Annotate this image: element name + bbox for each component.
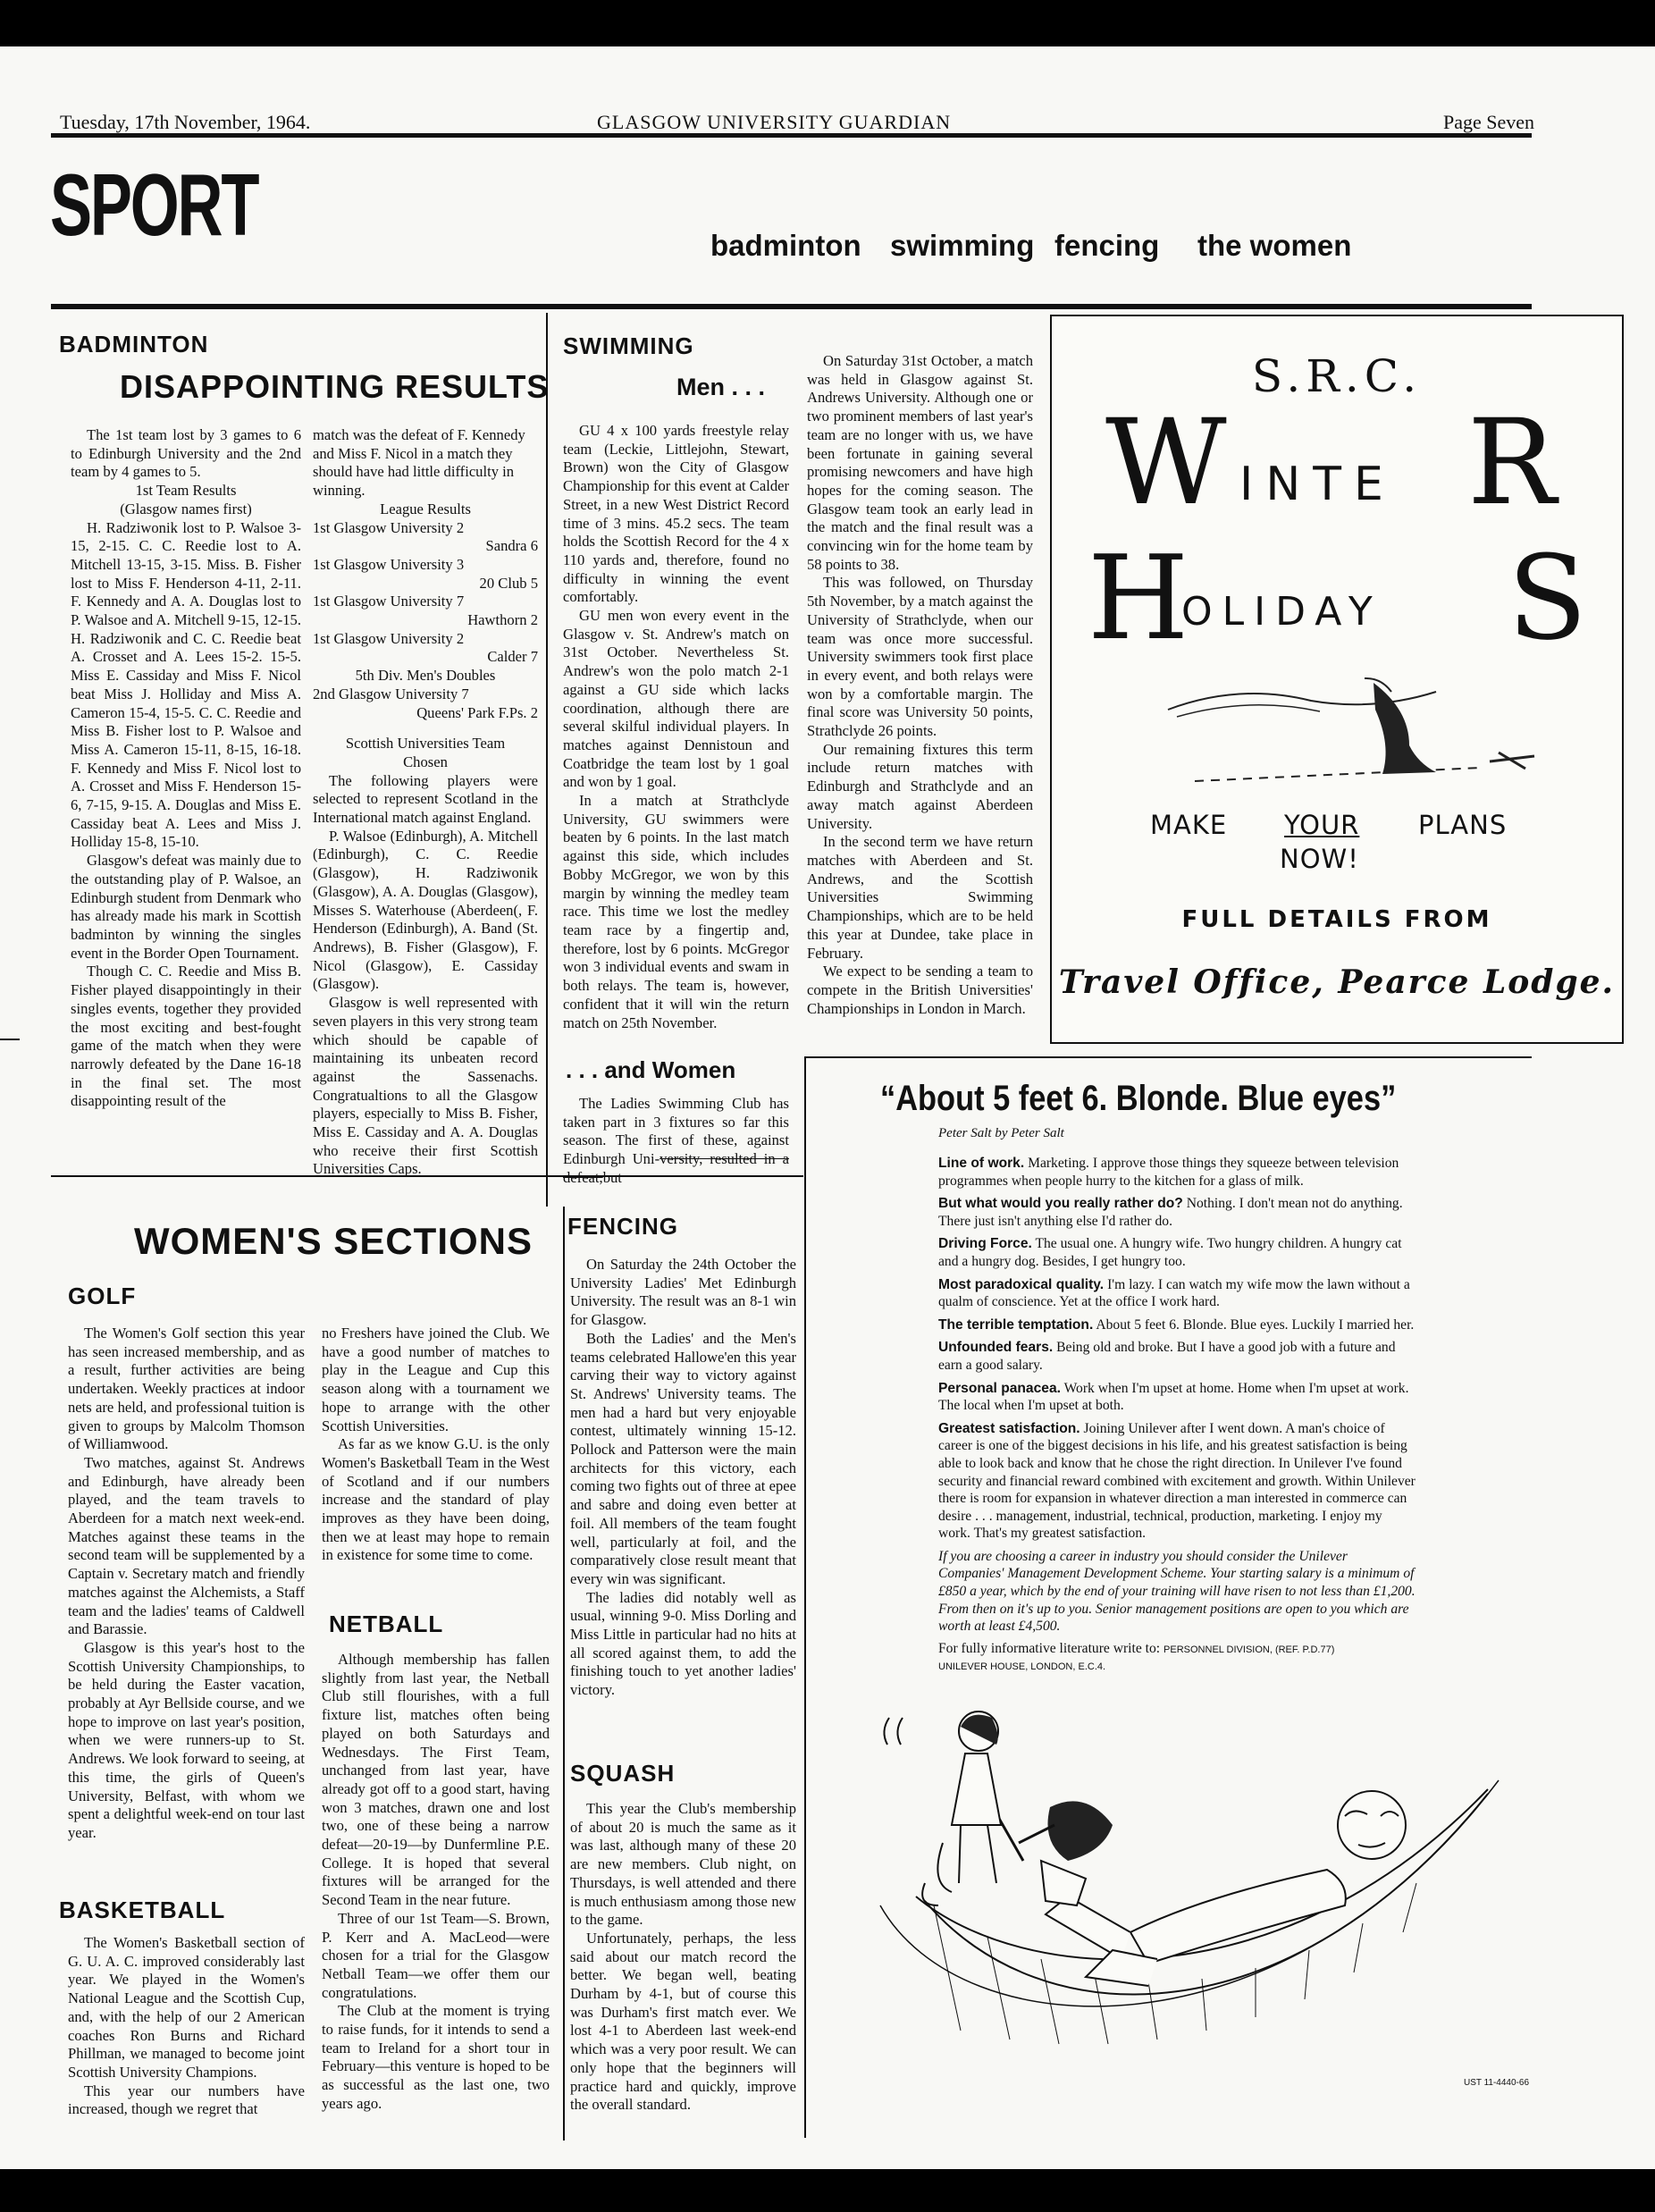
article-paragraph: On Saturday the 24th October the University Ladies' Met Edinburgh University. The result was an 8-1 win for Glasgow. xyxy=(570,1256,796,1329)
article-paragraph: Two matches, against St. Andrews and Edinburgh, have already been played, and the team travels to Aberdeen for a match next week-end. Matches against these teams in the second team will be supplemented by a Captain v. Secretary match and friendly matches against the Alchemists, a Staff team and the ladies' teams of Caldwell and Barassie. xyxy=(68,1453,305,1638)
qa-value: The usual one. A hungry wife. Two hungry children. A hungry cat and a hungry dog. Besides, I get hungry too. xyxy=(938,1236,1402,1269)
results-note: (Glasgow names first) xyxy=(120,500,252,517)
page-number: Page Seven xyxy=(1443,111,1535,133)
contact-address: PERSONNEL DIVISION, (REF. P.D.77) xyxy=(1164,1644,1335,1655)
league-home: 1st Glasgow University 7 xyxy=(313,593,465,610)
winter-middle: INTE xyxy=(1239,458,1396,511)
qa-key: Unfounded fears. xyxy=(938,1340,1054,1356)
article-paragraph: match was the defeat of F. Kennedy and Miss F. Nicol in a match they should have had little difficulty in winning. xyxy=(313,426,525,500)
travel-office-text: Travel Office, Pearce Lodge. xyxy=(1058,963,1616,1001)
article-paragraph: The Women's Basketball section of G. U. A. C. improved considerably last year. We played in the Women's National League and the Scottish Cup, and, with the help of our 2 American coaches Ron Burns and Richard Phillman, we managed to become joint Scottish University Champions. xyxy=(68,1934,305,2081)
squash-column xyxy=(570,1800,796,2115)
article-paragraph: Though C. C. Reedie and Miss B. Fisher played disappointingly in their singles events, together they provided the most exciting and best-fought game of the match when they were narrowly defeated by the Dane 16-18 in the final set. The most disappointing result of the xyxy=(71,963,301,1110)
holidays-middle: OLIDAY xyxy=(1181,589,1382,635)
fencing-column xyxy=(570,1256,796,1700)
article-paragraph: The Women's Golf section this year has seen increased membership, and as a result, further activities are being undertaken. Weekly practices at indoor nets are held, and professional tuition is given to groups by Malcolm Thomson of Williamwood. xyxy=(68,1325,305,1453)
src-winter-holidays-ad xyxy=(1050,315,1624,1044)
details-text: FULL DETAILS FROM xyxy=(1181,906,1492,933)
ski-slope-drawing xyxy=(1141,656,1552,799)
your-text: YOUR xyxy=(1284,810,1360,840)
newspaper-page xyxy=(0,46,1655,2169)
unilever-body xyxy=(938,1155,1416,1675)
doubles-home: 2nd Glasgow University 7 xyxy=(313,685,469,702)
qa-value: Joining Unilever after I went down. A man's choice of career is one of the biggest decisions in his life, and his greatest satisfaction is being able to look back and know that he chose the right direction. In Unilever I've found security and financial reward combined with excitement and growth. Within Unilever there is room for expansion in whatever direction a man interested in commerce can desire . . . management, industrial, technical, production, marketing. I enjoy my work. That's my greatest satisfaction. xyxy=(938,1420,1416,1542)
holidays-line xyxy=(1088,530,1606,674)
column-rule xyxy=(804,1056,806,2138)
doubles-subhead: 5th Div. Men's Doubles xyxy=(355,667,496,685)
fencing-label: FENCING xyxy=(567,1213,678,1240)
article-paragraph: As far as we know G.U. is the only Women's Basketball Team in the West of Scotland and if our numbers increase and the standard of play improves as they have been doing, then we at least may hope to remain in existence for some time to come. xyxy=(322,1435,550,1564)
article-paragraph: Unfortunately, perhaps, the less said about our match record the better. We began well, beating Durham by 4-1, but of course this was Durham's first match ever. We lost 4-1 to Aberdeen last week-end which was a very poor result. We can only hope that the beginners will practice hard and quickly, improve the overall standard. xyxy=(570,1929,796,2114)
topic-women: the women xyxy=(1197,229,1352,262)
swimming-label: SWIMMING xyxy=(563,332,694,359)
womens-column-2 xyxy=(322,1325,550,1565)
golf-column xyxy=(68,1325,305,1843)
swimming-men-head: Men . . . xyxy=(676,374,766,400)
qa-value: Being old and broke. But I have a good job with a future and earn a good salary. xyxy=(938,1340,1396,1373)
sport-title: SPORT xyxy=(50,156,258,254)
swimming-women-text xyxy=(563,1095,789,1188)
results-subhead: 1st Team Results xyxy=(135,482,237,500)
topic-badminton: badminton xyxy=(710,229,861,262)
qa-key: Line of work. xyxy=(938,1156,1025,1171)
contact-lead: For fully informative literature write to: xyxy=(938,1640,1161,1656)
league-home: 1st Glasgow University 2 xyxy=(313,629,465,647)
article-paragraph: The ladies did notably well as usual, winning 9-0. Miss Dorling and Miss Little in particular had no hits at all scored against them, to add the finishing touch to yet another ladies' victory. xyxy=(570,1588,796,1699)
swimming-column-2 xyxy=(807,352,1033,1018)
badminton-headline: DISAPPOINTING RESULTS xyxy=(120,368,550,405)
winter-line xyxy=(1105,394,1570,538)
badminton-column-2 xyxy=(313,426,538,1179)
article-paragraph: The following players were selected to represent Scotland in the International match against England. xyxy=(313,771,538,827)
qa-key: But what would you really rather do? xyxy=(938,1196,1183,1212)
contact-house: UNILEVER HOUSE, LONDON, E.C.4. xyxy=(938,1661,1106,1672)
article-paragraph: Both the Ladies' and the Men's teams celebrated Hallowe'en this year carving their way to victory against St. Andrews' University teams. The men had a hard but very enjoyable contest, ultimately winning 15-12. Pollock and Patterson were the main architects for this victory, each coming two fights out of three at epee and sabre and doing even better at foil. All members of the team fought well, particularly at foil, and the comparatively close result meant that every win was significant. xyxy=(570,1329,796,1587)
badminton-column-1 xyxy=(71,426,301,1111)
basketball-column xyxy=(68,1934,305,2119)
article-paragraph: GU 4 x 100 yards freestyle relay team (Leckie, Littlejohn, Stewart, Brown) won the City of Glasgow Championship for this event at Calder Street, in a new West District Record time of 3 mins. 45.2 secs. The team holds the Scottish Record for the 4 x 110 yards and, therefore, found no difficulty in winning the event comfortably. xyxy=(563,422,790,606)
league-away: Hawthorn 2 xyxy=(467,611,538,629)
unilever-scheme-note: If you are choosing a career in industry you should consider the Unilever Companies' Management Development Scheme. Your starting salary is a minimum of £850 a year, which by the end of your training will have risen to not less than £1,200. From then on it's up to you. Senior management positions are open to you which are worth at least £4,500. xyxy=(938,1548,1416,1635)
league-home: 1st Glasgow University 3 xyxy=(313,555,465,573)
article-paragraph: The Club at the moment is trying to raise funds, for it intends to send a team to Ireland for a short tour in February—this venture is hoped to be as successful as the last one, two years ago. xyxy=(322,2002,550,2112)
article-paragraph: This year our numbers have increased, though we regret that xyxy=(68,2082,305,2118)
swimming-column-1 xyxy=(563,422,789,1032)
article-paragraph: The 1st team lost by 3 games to 6 to Edinburgh University and the 2nd team by 4 games to 5. xyxy=(71,426,301,481)
article-paragraph: Glasgow's defeat was mainly due to the outstanding play of P. Walsoe, an Edinburgh student from Denmark who has already made his mark in Scottish badminton by winning the singles event in the Border Open Tournament. xyxy=(71,852,301,962)
article-paragraph: Although membership has fallen slightly from last year, the Netball Club still flourishes, with a full fixture list, matches often being played on both Saturdays and Wednesdays. The First Team, unchanged from last year, have already got off to a good start, having won 3 matches, drawn one and lost two, one of these being a narrow defeat—20-19—by Dunfermline P.E. College. It is hoped that several fixtures will be arranged for the Second Team in the near future. xyxy=(322,1651,550,1909)
swimming-women-head: . . . and Women xyxy=(566,1056,736,1083)
qa-value: I'm lazy. I can watch my wife mow the lawn without a qualm of conscience. Yet at the office I work hard. xyxy=(938,1276,1410,1310)
topic-fencing: fencing xyxy=(1054,229,1160,262)
article-paragraph: GU men won every event in the Glasgow v. St. Andrew's match on 31st October. Nevertheless St. Andrew's won the polo match 2-1 against a GU side which lacks coordination, although there are several skilful individual players. In matches against Dennistoun and Coatbridge the team lost by 1 goal and won by 1 goal. xyxy=(563,607,789,791)
doubles-away: Queens' Park F.Ps. 2 xyxy=(416,703,538,721)
ad-code: UST 11-4440-66 xyxy=(1464,2078,1530,2088)
womens-headline: WOMEN'S SECTIONS xyxy=(134,1220,533,1262)
article-paragraph: Glasgow is this year's host to the Scottish University Championships, to be held during the Easter vacation, probably at Ayr Bellside course, and we hope to improve on last year's position, when we were runners-up to St. Andrews. We look forward to seeing, at this time, the girls of Queen's University, Belfast, with whom we spent a delightful week-end on tour last year. xyxy=(68,1638,305,1841)
league-subhead: League Results xyxy=(380,500,471,517)
golf-label: GOLF xyxy=(68,1283,137,1309)
topic-swimming: swimming xyxy=(890,229,1035,262)
make-text: MAKE xyxy=(1150,810,1228,840)
ad-rule xyxy=(804,1056,1532,1058)
src-title: S.R.C. xyxy=(1251,350,1423,402)
winter-final: R xyxy=(1467,394,1557,532)
article-paragraph: This year the Club's membership of about 20 is much the same as it was last, although many of these 20 are new members. Club night, on Thursdays, is well attended and there is much enthusiasm among those new to the game. xyxy=(570,1800,796,1929)
masthead-rule xyxy=(51,133,1532,138)
scottish-subhead: Chosen xyxy=(403,753,448,770)
struck-text: versity, resulted in a defeat, xyxy=(563,1150,789,1186)
netball-column xyxy=(322,1651,550,2114)
qa-value: Work when I'm upset at home. Home when I'm upset at work. The local when I'm upset at both. xyxy=(938,1380,1409,1414)
qa-key: Driving Force. xyxy=(938,1236,1032,1252)
article-paragraph: The Ladies Swimming Club has taken part in 3 fixtures so far this season. The first of these, against Edinburgh Uni- xyxy=(563,1095,789,1168)
squash-label: SQUASH xyxy=(570,1760,676,1787)
qa-value: Marketing. I approve those things they squeeze between television programmes when people hurry to the kitchen for a glass of milk. xyxy=(938,1156,1399,1189)
article-paragraph: Our remaining fixtures this term include return matches with Edinburgh and Strathclyde and an away match against Aberdeen University. xyxy=(807,740,1033,832)
article-paragraph: We expect to be sending a team to compete in the British Universities' Championships in London in March. xyxy=(807,963,1033,1017)
qa-key: The terrible temptation. xyxy=(938,1316,1094,1333)
qa-value: Nothing. I don't mean not do anything. There just isn't anything else I'd rather do. xyxy=(938,1196,1403,1229)
unilever-byline: Peter Salt by Peter Salt xyxy=(938,1126,1064,1140)
winter-initial: W xyxy=(1105,394,1227,532)
holidays-final: S xyxy=(1508,530,1588,666)
article-paragraph: In a match at Strathclyde University, GU swimmers were beaten by 6 points. In the last match against this side, which includes Bobby McGregor, we won by this margin by winning the medley team race. This time we lost the medley team race by a fingertip and, therefore, lost by 6 points. McGregor won 3 individual events and swam in both relays. The team is, however, confident that it will win the return match on 25th November. xyxy=(563,792,789,1031)
qa-value: About 5 feet 6. Blonde. Blue eyes. Luckily I married her. xyxy=(1096,1316,1415,1333)
plans-text: PLANS xyxy=(1418,810,1508,840)
column-rule xyxy=(546,313,548,1207)
article-paragraph: Glasgow is well represented with seven players in this very strong team which should be capable of maintaining its unbeaten record against the Sassenachs. Congratualtions to all the Glasgow players, especially to Miss B. Fisher, Miss E. Cassiday and A. A. Douglas who receive their first Scottish Universities Caps. xyxy=(313,994,538,1178)
article-paragraph: In the second term we have return matches with Aberdeen and St. Andrews, and the Scottish Universities Swimming Championships, which are to be held this year at Dundee, take place in February. xyxy=(807,833,1033,962)
league-home: 1st Glasgow University 2 xyxy=(313,518,465,536)
paper-name: GLASGOW UNIVERSITY GUARDIAN xyxy=(597,111,952,133)
qa-key: Greatest satisfaction. xyxy=(938,1420,1080,1436)
league-away: Calder 7 xyxy=(487,648,538,666)
league-away: Sandra 6 xyxy=(485,537,538,555)
basketball-label: BASKETBALL xyxy=(59,1897,226,1923)
article-paragraph: P. Walsoe (Edinburgh), A. Mitchell (Edinburgh), C. C. Reedie (Glasgow), H. Radziwonik (Glasgow), A. A. Douglas (Glasgow), Misses S. Waterhouse (Aberdeen(, F. Henderson (Edinburgh), A. Band (St. Andrews), B. Fisher (Glasgow), F. Nicol (Glasgow), E. Cassiday (Glasgow). xyxy=(313,827,538,993)
qa-key: Most paradoxical quality. xyxy=(938,1276,1105,1292)
article-paragraph: On Saturday 31st October, a match was held in Glasgow against St. Andrews University. Although one or two prominent members of last year's team are no longer with us, we have been fortunate in gaining several promising newcomers and have high hopes for the coming season. The Glasgow team took an early lead in the match and the final result was a convincing win for the home team by 58 points to 38. xyxy=(807,352,1033,573)
article-paragraph: H. Radziwonik lost to P. Walsoe 3-15, 2-15. C. C. Reedie lost to A. Mitchell 13-15, 3-15. Miss. B. Fisher lost to Miss F. Henderson 4-11, 2-11. F. Kennedy and A. A. Douglas lost to P. Walsoe and A. Mitchell 9-15, 12-15. H. Radziwonik and C. C. Reedie beat A. Crosset and A. Lees 15-2. 15-5. Miss E. Cassiday and Miss F. Nicol beat Miss J. Holliday and Miss A. Cameron 15-4, 15-5. C. C. Reedie and Miss B. Fisher lost to P. Walsoe and Miss A. Cameron 15-11, 8-15, 16-18. F. Kennedy and Miss F. Nicol lost to A. Crosset and Miss F. Henderson 15-6, 7-15, 9-15. A. Douglas and Miss E. Cassiday beat A. Lees and Miss J. Holliday 15-8, 15-10. xyxy=(71,518,301,851)
issue-date: Tuesday, 17th November, 1964. xyxy=(60,111,311,133)
article-paragraph: but xyxy=(602,1168,622,1186)
qa-key: Personal panacea. xyxy=(938,1380,1061,1396)
holidays-initial: H xyxy=(1088,530,1189,666)
margin-mark xyxy=(0,1039,20,1040)
article-paragraph: This was followed, on Thursday 5th November, by a match against the University of Strathclyde, when our team was once more successful. University swimmers took first place in every event, and both relays were won by a comfortable margin. The final score was University 50 points, Strathclyde 26 points. xyxy=(807,574,1033,740)
badminton-label: BADMINTON xyxy=(59,331,209,357)
article-paragraph: no Freshers have joined the Club. We have a good number of matches to play in the League and Cup this season along with a tournament we hope to arrange with the other Scottish Universities. xyxy=(322,1325,550,1434)
column-rule xyxy=(563,1207,565,2141)
scottish-subhead: Scottish Universities Team xyxy=(345,735,506,753)
league-away: 20 Club 5 xyxy=(479,574,538,592)
unilever-headline: “About 5 feet 6. Blonde. Blue eyes” xyxy=(880,1079,1397,1118)
header-rule xyxy=(51,304,1532,309)
now-text: NOW! xyxy=(1280,844,1359,874)
netball-label: NETBALL xyxy=(329,1611,444,1637)
article-paragraph: Three of our 1st Team—S. Brown, P. Kerr and A. MacLeod—were chosen for a trial for the Glasgow Netball Team—we offer them our congratulations. xyxy=(322,1909,550,2001)
hammock-cartoon xyxy=(862,1691,1506,2066)
